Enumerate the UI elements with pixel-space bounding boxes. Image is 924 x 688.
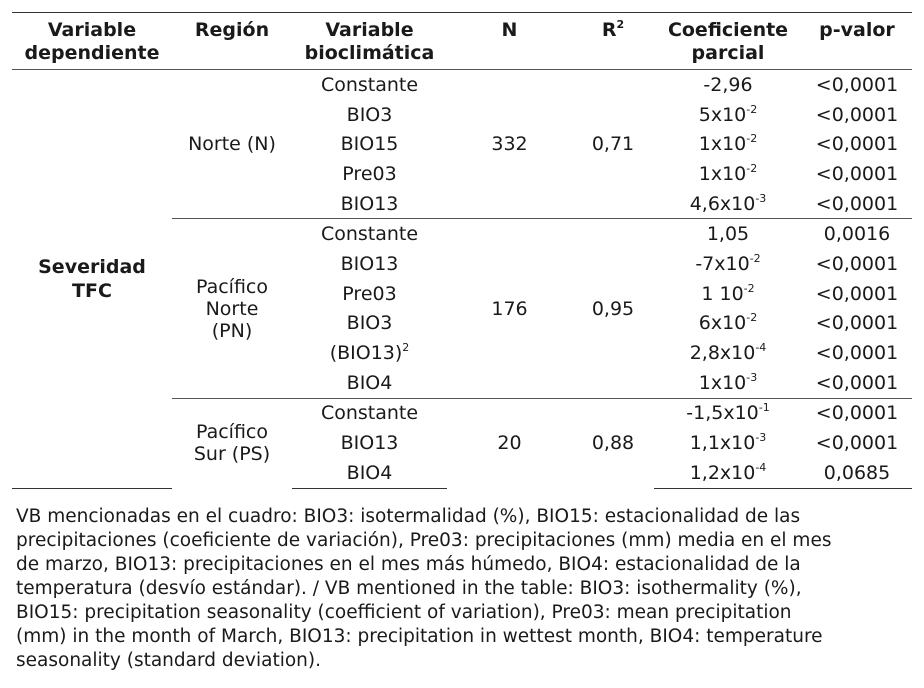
r2-cell: 0,95 <box>572 219 654 398</box>
footnote-line: BIO15: precipitation seasonality (coefficient of variation), Pre03: mean precipitation <box>16 602 792 623</box>
p-value-cell: <0,0001 <box>815 103 899 126</box>
p-value-cell: <0,0001 <box>815 312 899 335</box>
p-value-cell: <0,0001 <box>815 371 899 394</box>
partial-coefficient-cell: $6x10^{-2}$ <box>698 311 758 335</box>
partial-coefficient-cell: $-7x10^{-2}$ <box>695 251 761 275</box>
p-value-cell: <0,0001 <box>815 252 899 275</box>
header-dependent-variable: Variable dependiente <box>12 13 172 70</box>
footnote-line: (mm) in the month of March, BIO13: precipitation in wettest month, BIO4: temperature <box>16 626 823 647</box>
footnote-line: seasonality (standard deviation). <box>16 650 321 671</box>
partial-coefficient-cell: $5x10^{-2}$ <box>698 102 758 126</box>
header-bioclimatic-variable: Variable bioclimática <box>292 13 447 70</box>
footnote-line: VB mencionadas en el cuadro: BIO3: isotermalidad (%), BIO15: estacionalidad de las <box>16 506 801 527</box>
region-cell: Pacífico Norte (PN) <box>172 219 292 398</box>
bioclimatic-variable-cell: BIO13 <box>340 192 399 215</box>
header-region: Región <box>172 13 292 70</box>
p-value-cell: <0,0001 <box>815 432 899 455</box>
dependent-variable-cell: Severidad TFC <box>12 70 172 489</box>
header-row <box>12 13 912 70</box>
partial-coefficient-cell: $1,2x10^{-4}$ <box>654 458 802 488</box>
p-value-cell: <0,0001 <box>815 192 899 215</box>
p-value-cell: <0,0001 <box>815 342 899 365</box>
header-p-value: p-valor <box>802 13 912 70</box>
partial-coefficient-cell: $1,1x10^{-3}$ <box>689 431 767 455</box>
bioclimatic-variable-cell: Constante <box>292 219 447 249</box>
header-n: N <box>447 13 572 70</box>
partial-coefficient-cell: $-1,5x10^{-1}$ <box>654 398 802 428</box>
n-cell: 332 <box>491 133 528 156</box>
header-partial-coefficient: Coeficiente parcial <box>654 13 802 70</box>
p-value-cell: <0,0001 <box>815 162 899 185</box>
partial-coefficient-cell: 1,05 <box>654 219 802 249</box>
table-footnote <box>16 505 908 673</box>
p-value-cell: <0,0001 <box>815 133 899 156</box>
bioclimatic-variable-cell: BIO15 <box>340 133 399 156</box>
p-value-cell: <0,0001 <box>815 282 899 305</box>
partial-coefficient-cell: $2,8x10^{-4}$ <box>689 341 767 365</box>
n-cell: 176 <box>447 219 572 398</box>
region-cell: Pacífico Sur (PS) <box>172 398 292 488</box>
regression-table <box>12 12 912 489</box>
bioclimatic-variable-cell: BIO13 <box>340 432 399 455</box>
footnote-line: de marzo, BIO13: precipitaciones en el mes más húmedo, BIO4: estacionalidad de la <box>16 554 801 575</box>
bioclimatic-variable-cell: Constante <box>292 398 447 428</box>
table-row <box>12 70 912 100</box>
bioclimatic-variable-cell: $(BIO13)^2$ <box>329 341 410 365</box>
header-r2: $R^2$ <box>572 13 654 70</box>
bioclimatic-variable-cell: BIO4 <box>346 371 393 394</box>
bioclimatic-variable-cell: Pre03 <box>342 162 397 185</box>
region-cell: Norte (N) <box>188 133 276 156</box>
footnote-line: temperatura (desvío estándar). / VB mentioned in the table: BIO3: isothermality (%), <box>16 578 802 599</box>
bioclimatic-variable-cell: BIO3 <box>346 312 393 335</box>
bioclimatic-variable-cell: Pre03 <box>342 282 397 305</box>
partial-coefficient-cell: $1x10^{-2}$ <box>698 132 758 156</box>
p-value-cell: 0,0685 <box>802 458 912 488</box>
r2-cell: 0,71 <box>591 133 635 156</box>
partial-coefficient-cell: -2,96 <box>703 73 753 96</box>
r2-cell: 0,88 <box>572 398 654 488</box>
footnote-line: precipitaciones (coeficiente de variación), Pre03: precipitaciones (mm) media en el mes <box>16 530 832 551</box>
partial-coefficient-cell: $1x10^{-2}$ <box>698 161 758 185</box>
table-body <box>12 70 912 489</box>
p-value-cell: 0,0016 <box>802 219 912 249</box>
partial-coefficient-cell: $1x10^{-3}$ <box>698 370 758 394</box>
bioclimatic-variable-cell: BIO3 <box>346 103 393 126</box>
partial-coefficient-cell: $4,6x10^{-3}$ <box>689 191 767 215</box>
bioclimatic-variable-cell: Constante <box>320 73 419 96</box>
p-value-cell: <0,0001 <box>815 73 899 96</box>
n-cell: 20 <box>447 398 572 488</box>
bioclimatic-variable-cell: BIO4 <box>292 458 447 488</box>
bioclimatic-variable-cell: BIO13 <box>340 252 399 275</box>
p-value-cell: <0,0001 <box>802 398 912 428</box>
partial-coefficient-cell: 1 $10^{-2}$ <box>701 281 755 305</box>
